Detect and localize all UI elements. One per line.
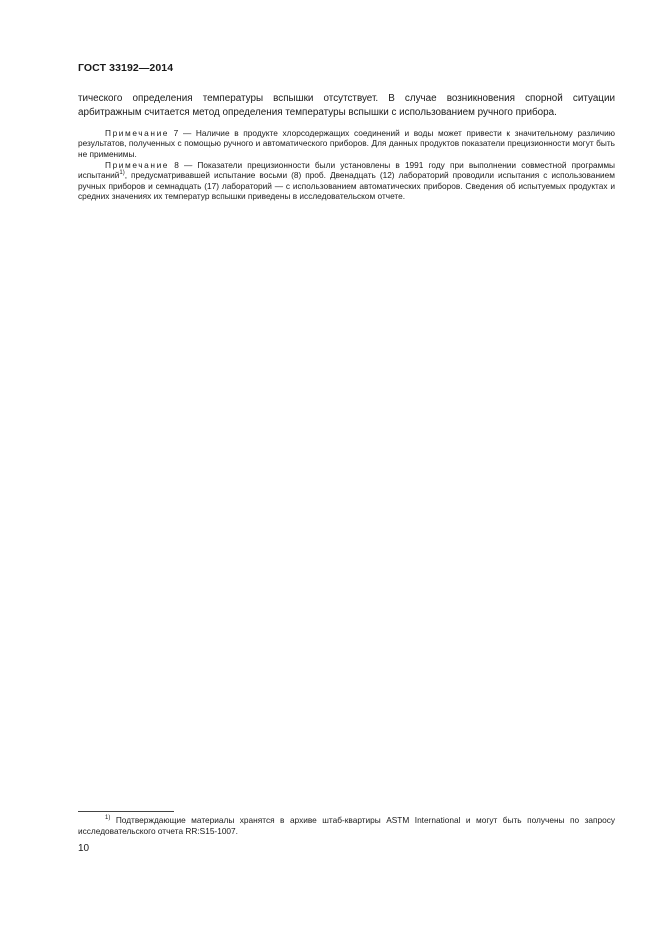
footnote-text: Подтверждающие материалы хранятся в архиве штаб-квартиры ASTM International и могут быть получены по запросу исследовательского отчета RR:S15-1007. — [78, 815, 615, 836]
document-id: ГОСТ 33192—2014 — [78, 62, 174, 74]
footnote — [78, 815, 615, 837]
note-7 — [78, 128, 615, 159]
note-7-text: 7 — Наличие в продукте хлорсодержащих соединений и воды может привести к значительному различию результатов, полученных с помощью ручного и автоматического приборов. Для данных продуктов показатели прецизионности могут быть не применимы. — [78, 128, 615, 159]
footnote-reference: 1) — [119, 170, 125, 177]
note-8 — [78, 160, 615, 202]
note-8-text-after: , предусматривавшей испытание восьми (8) проб. Двенадцать (12) лабораторий проводили испытания с использованием ручных приборов и семнадцать (17) лабораторий — с использованием автоматических приборов. Сведения об испытуемых продуктах и средних значениях их температур вспышки приведены в исследовательском отчете. — [78, 170, 615, 202]
page-number: 10 — [78, 843, 90, 854]
paragraph-text: тического определения температуры вспышки отсутствует. В случае возникновения спорной ситуации арбитражным считается метод определения температуры вспышки с использованием ручного прибора. — [78, 93, 615, 118]
body-paragraph — [78, 92, 615, 120]
footnote-divider — [78, 811, 174, 812]
document-header — [78, 62, 173, 74]
note-7-paragraph — [78, 128, 615, 159]
footnote-marker: 1) — [105, 815, 111, 821]
footnote-paragraph — [78, 815, 615, 837]
note-7-label: Примечание — [105, 128, 170, 138]
note-8-text-before: 8 — Показатели прецизионности были установлены в 1991 году при выполнении совместной программы испытаний — [78, 160, 615, 181]
note-8-label: Примечание — [105, 160, 170, 170]
note-8-paragraph — [78, 160, 615, 202]
